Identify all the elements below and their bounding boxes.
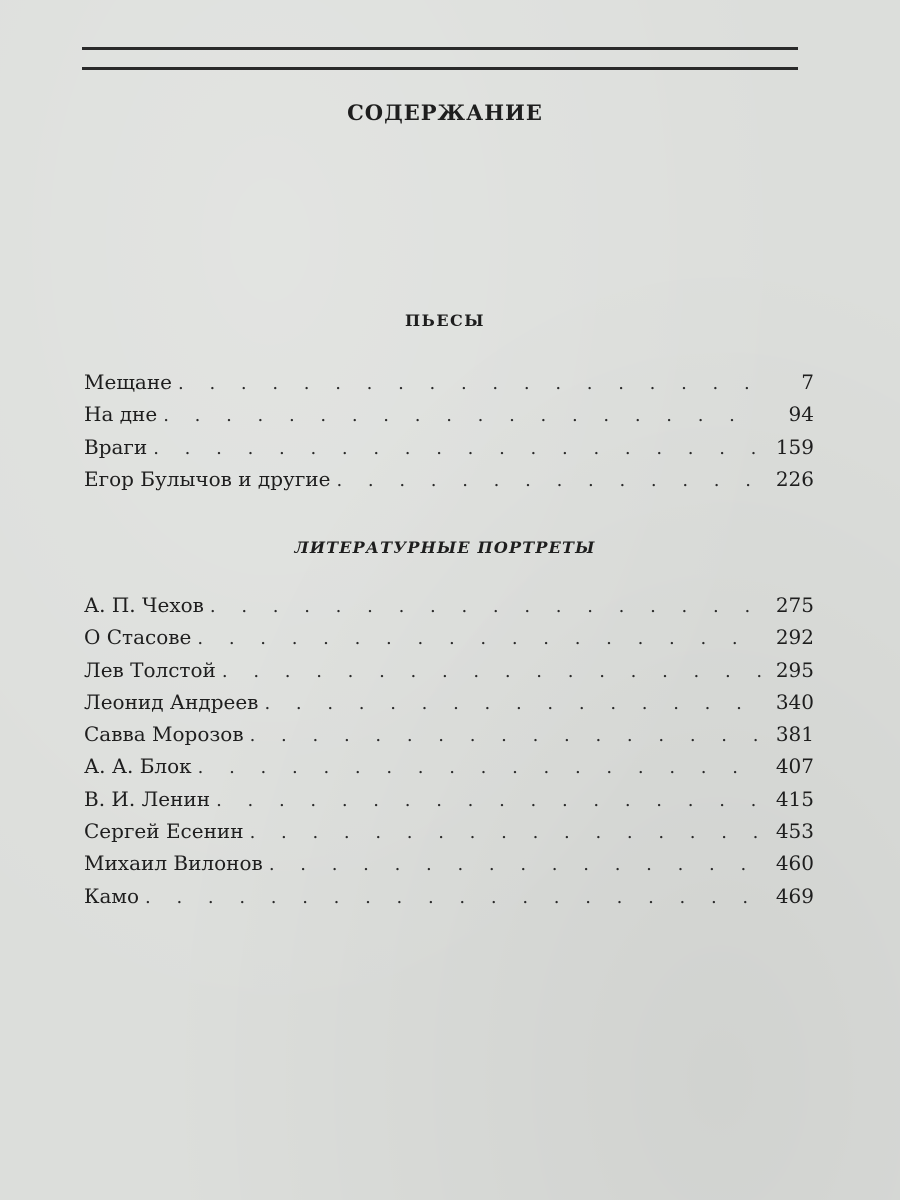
dot-leader (197, 623, 762, 655)
toc-entry-page-number: 340 (775, 689, 814, 714)
toc-entry-page-number: 415 (775, 786, 814, 811)
toc-entry-title: Егор Булычов и другие (84, 466, 331, 491)
toc-entry-page-number: 7 (801, 370, 814, 394)
section-heading-portraits: ЛИТЕРАТУРНЫЕ ПОРТРЕТЫ (294, 538, 596, 557)
toc-entry (84, 847, 814, 879)
toc-entry-page-number: 295 (775, 657, 814, 682)
dot-leader (178, 368, 762, 400)
dot-leader (153, 433, 762, 465)
section-heading-plays: ПЬЕСЫ (405, 311, 485, 330)
toc-list-plays (84, 366, 814, 495)
toc-entry (84, 366, 814, 398)
toc-entry-title: Леонид Андреев (84, 689, 259, 714)
dot-leader (269, 849, 762, 881)
toc-entry-page-number: 460 (775, 851, 814, 876)
toc-entry (84, 686, 814, 718)
toc-entry (84, 463, 814, 495)
dot-leader (222, 656, 762, 688)
toc-entry-page-number: 453 (775, 819, 814, 844)
toc-list-portraits (84, 589, 814, 912)
toc-entry-title: На дне (84, 402, 158, 427)
dot-leader (336, 465, 762, 497)
toc-entry-title: Лев Толстой (84, 657, 216, 682)
dot-leader (198, 752, 762, 784)
toc-entry-page-number: 159 (775, 434, 814, 459)
dot-leader (210, 591, 762, 623)
dot-leader (216, 785, 762, 817)
toc-entry-page-number: 469 (775, 883, 814, 908)
toc-entry (84, 589, 814, 621)
dot-leader (163, 400, 762, 432)
toc-entry-title: Михаил Вилонов (84, 851, 263, 876)
toc-entry (84, 398, 814, 430)
toc-entry-page-number: 226 (775, 466, 814, 491)
toc-entry-title: Враги (84, 434, 148, 459)
toc-entry (84, 654, 814, 686)
toc-entry (84, 783, 814, 815)
toc-entry-title: Мещане (84, 370, 172, 394)
dot-leader (250, 817, 762, 849)
toc-entry (84, 718, 814, 750)
dot-leader (145, 882, 762, 914)
toc-entry (84, 880, 814, 912)
top-rule-lower (82, 67, 798, 70)
toc-entry-page-number: 407 (775, 754, 814, 779)
toc-entry (84, 750, 814, 782)
toc-entry-title: А. П. Чехов (84, 593, 204, 617)
toc-entry-title: Камо (84, 883, 139, 908)
page-title: СОДЕРЖАНИЕ (347, 100, 543, 125)
toc-entry (84, 621, 814, 653)
dot-leader (250, 720, 762, 752)
toc-entry-title: А. А. Блок (84, 754, 192, 779)
toc-entry-title: Сергей Есенин (84, 819, 244, 844)
toc-entry-page-number: 94 (788, 402, 814, 427)
toc-entry-title: Савва Морозов (84, 722, 244, 747)
top-rule (82, 47, 798, 50)
toc-entry-page-number: 381 (775, 722, 814, 747)
toc-entry (84, 431, 814, 463)
toc-entry-title: В. И. Ленин (84, 786, 211, 811)
toc-entry-title: О Стасове (84, 625, 192, 650)
toc-entry-page-number: 292 (775, 625, 814, 650)
toc-entry-page-number: 275 (775, 593, 814, 617)
dot-leader (264, 688, 762, 720)
toc-entry (84, 815, 814, 847)
